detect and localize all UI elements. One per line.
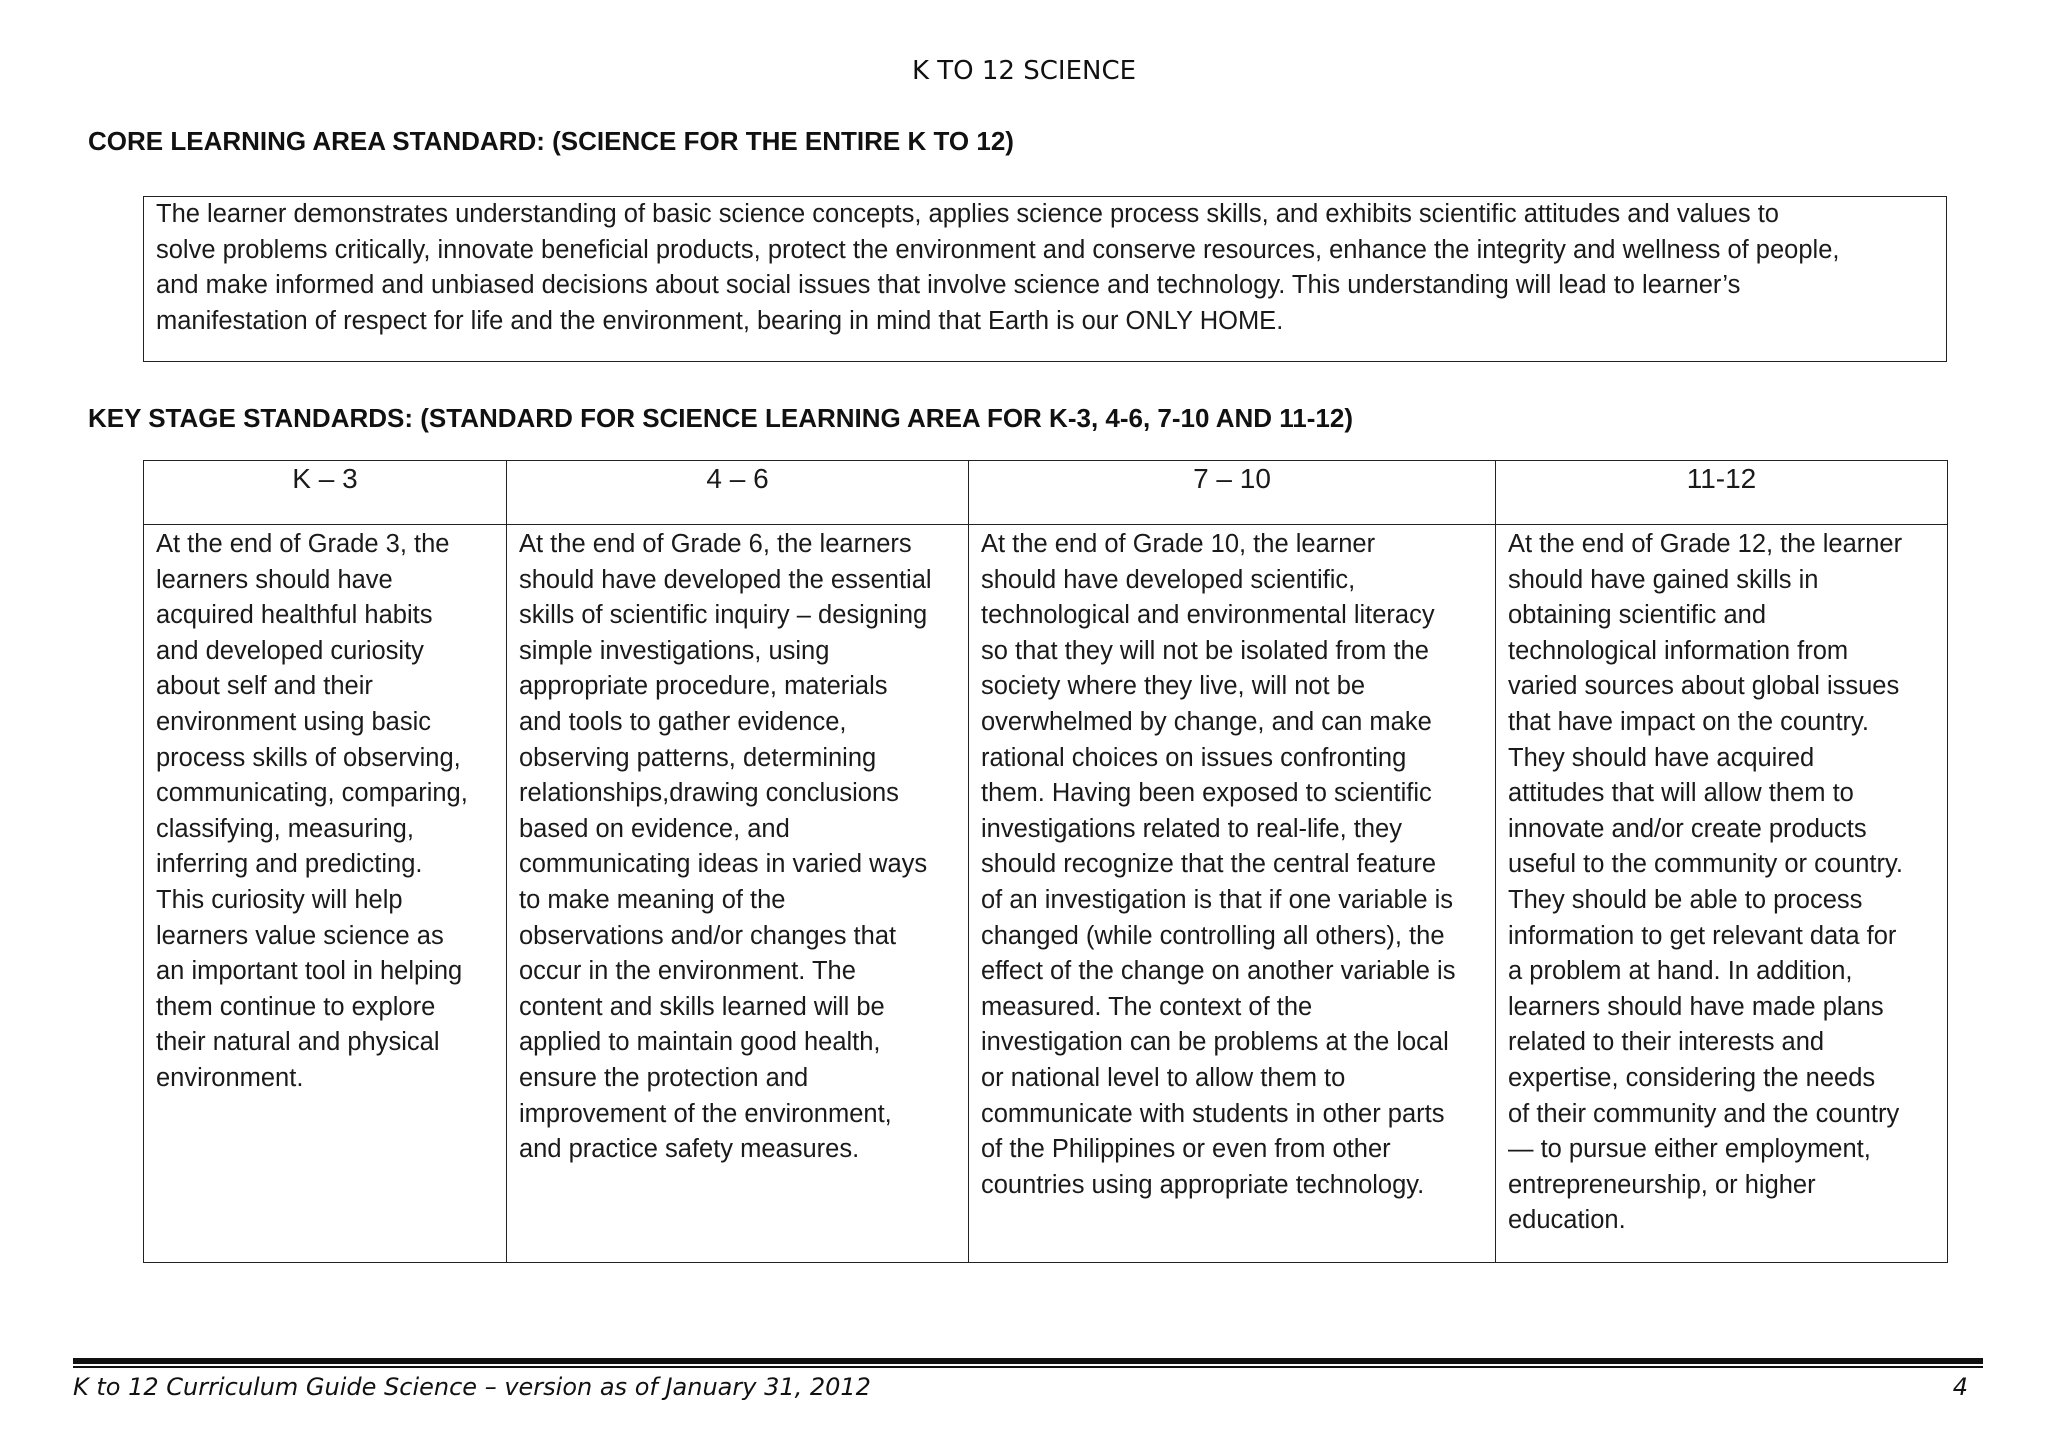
cell-line: observing patterns, determining	[519, 743, 877, 772]
cell-line: learners should have made plans	[1508, 992, 1884, 1021]
cell-line: obtaining scientific and	[1508, 601, 1767, 630]
cell-line: should have gained skills in	[1508, 565, 1819, 594]
footer-caption: K to 12 Curriculum Guide Science – version as of January 31, 2012	[73, 1373, 871, 1401]
column-header-7-10: 7 – 10	[969, 461, 1496, 525]
column-header-k-3: K – 3	[144, 461, 507, 525]
cell-line: varied sources about global issues	[1508, 672, 1900, 701]
cell-line: them continue to explore	[156, 992, 436, 1021]
cell-line: They should have acquired	[1508, 743, 1815, 772]
cell-line: communicate with students in other parts	[981, 1099, 1445, 1128]
cell-line: and developed curiosity	[156, 636, 424, 665]
cell-line: inferring and predicting.	[156, 850, 423, 879]
cell-line: communicating ideas in varied ways	[519, 850, 928, 879]
cell-line: skills of scientific inquiry – designing	[519, 601, 928, 630]
cell-line: measured. The context of the	[981, 992, 1313, 1021]
cell-line: They should be able to process	[1508, 885, 1863, 914]
cell-line: an important tool in helping	[156, 957, 463, 986]
table-header-row	[144, 461, 1948, 525]
cell-line: of their community and the country	[1508, 1099, 1900, 1128]
cell-line: expertise, considering the needs	[1508, 1063, 1876, 1092]
cell-line: and tools to gather evidence,	[519, 707, 847, 736]
cell-line: learners value science as	[156, 921, 444, 950]
cell-line: At the end of Grade 12, the learner	[1508, 530, 1903, 558]
cell-line: about self and their	[156, 672, 373, 701]
cell-line: occur in the environment. The	[519, 957, 856, 986]
core-standard-text	[156, 197, 1934, 339]
column-header-11-12: 11-12	[1496, 461, 1948, 525]
cell-k-3	[144, 525, 507, 1263]
cell-line: communicating, comparing,	[156, 779, 468, 808]
cell-line: related to their interests and	[1508, 1028, 1825, 1057]
cell-line: technological information from	[1508, 636, 1849, 665]
page-number: 4	[1952, 1373, 1968, 1401]
cell-line: improvement of the environment,	[519, 1099, 892, 1128]
cell-line: and practice safety measures.	[519, 1135, 860, 1164]
cell-line: At the end of Grade 6, the learners	[519, 530, 912, 558]
cell-line: based on evidence, and	[519, 814, 790, 843]
cell-4-6	[507, 525, 969, 1263]
cell-line: innovate and/or create products	[1508, 814, 1867, 843]
cell-line: useful to the community or country.	[1508, 850, 1903, 879]
cell-line: appropriate procedure, materials	[519, 672, 888, 701]
cell-line: learners should have	[156, 565, 393, 594]
cell-line: them. Having been exposed to scientific	[981, 779, 1432, 808]
cell-line: investigation can be problems at the local	[981, 1028, 1449, 1057]
core-line: manifestation of respect for life and the environment, bearing in mind that Earth is our ONLY HOME.	[156, 306, 1284, 335]
cell-line: observations and/or changes that	[519, 921, 897, 950]
cell-11-12	[1496, 525, 1948, 1263]
cell-line: applied to maintain good health,	[519, 1028, 881, 1057]
cell-line: — to pursue either employment,	[1508, 1135, 1871, 1164]
cell-line: should recognize that the central feature	[981, 850, 1437, 879]
cell-line: content and skills learned will be	[519, 992, 885, 1021]
core-line: The learner demonstrates understanding of basic science concepts, applies science process skills, and exhibits scientific attitudes and values to	[156, 200, 1779, 228]
cell-line: of an investigation is that if one variable is	[981, 885, 1454, 914]
cell-line: a problem at hand. In addition,	[1508, 957, 1853, 986]
cell-line: technological and environmental literacy	[981, 601, 1435, 630]
cell-line: At the end of Grade 10, the learner	[981, 530, 1376, 558]
cell-line: their natural and physical	[156, 1028, 440, 1057]
cell-line: relationships,drawing conclusions	[519, 779, 899, 808]
column-header-4-6: 4 – 6	[507, 461, 969, 525]
cell-line: should have developed scientific,	[981, 565, 1356, 594]
cell-line: overwhelmed by change, and can make	[981, 707, 1432, 736]
cell-line: or national level to allow them to	[981, 1063, 1346, 1092]
cell-line: society where they live, will not be	[981, 672, 1366, 701]
cell-line: ensure the protection and	[519, 1063, 809, 1092]
cell-line: At the end of Grade 3, the	[156, 530, 450, 558]
cell-line: environment.	[156, 1063, 304, 1092]
core-standard-box	[143, 196, 1947, 362]
cell-line: education.	[1508, 1206, 1626, 1235]
footer-rule-thick	[73, 1358, 1983, 1364]
cell-line: This curiosity will help	[156, 885, 403, 914]
key-stage-table	[143, 460, 1948, 1263]
cell-line: process skills of observing,	[156, 743, 461, 772]
cell-line: to make meaning of the	[519, 885, 786, 914]
core-line: solve problems critically, innovate beneficial products, protect the environment and conserve resources, enhance the integrity and wellness of people,	[156, 235, 1840, 264]
cell-line: simple investigations, using	[519, 636, 830, 665]
cell-line: of the Philippines or even from other	[981, 1135, 1391, 1164]
core-line: and make informed and unbiased decisions about social issues that involve science and technology. This understanding will lead to learner’s	[156, 271, 1741, 300]
cell-line: so that they will not be isolated from the	[981, 636, 1429, 665]
cell-7-10	[969, 525, 1496, 1263]
cell-line: information to get relevant data for	[1508, 921, 1897, 950]
cell-line: acquired healthful habits	[156, 601, 433, 630]
cell-line: entrepreneurship, or higher	[1508, 1170, 1816, 1199]
footer-rule-thin	[73, 1366, 1983, 1368]
cell-line: classifying, measuring,	[156, 814, 414, 843]
table-row	[144, 525, 1948, 1263]
cell-line: that have impact on the country.	[1508, 707, 1869, 736]
core-standard-heading: CORE LEARNING AREA STANDARD: (SCIENCE FOR THE ENTIRE K TO 12)	[88, 126, 1014, 156]
page-header-title: K TO 12 SCIENCE	[911, 56, 1137, 86]
cell-line: changed (while controlling all others), the	[981, 921, 1445, 950]
cell-line: attitudes that will allow them to	[1508, 779, 1854, 808]
cell-line: investigations related to real-life, they	[981, 814, 1402, 843]
cell-line: should have developed the essential	[519, 565, 932, 594]
cell-line: effect of the change on another variable is	[981, 957, 1456, 986]
cell-line: countries using appropriate technology.	[981, 1170, 1425, 1199]
cell-line: environment using basic	[156, 707, 431, 736]
key-stage-heading: KEY STAGE STANDARDS: (STANDARD FOR SCIENCE LEARNING AREA FOR K-3, 4-6, 7-10 AND 11-12)	[88, 403, 1353, 433]
cell-line: rational choices on issues confronting	[981, 743, 1407, 772]
